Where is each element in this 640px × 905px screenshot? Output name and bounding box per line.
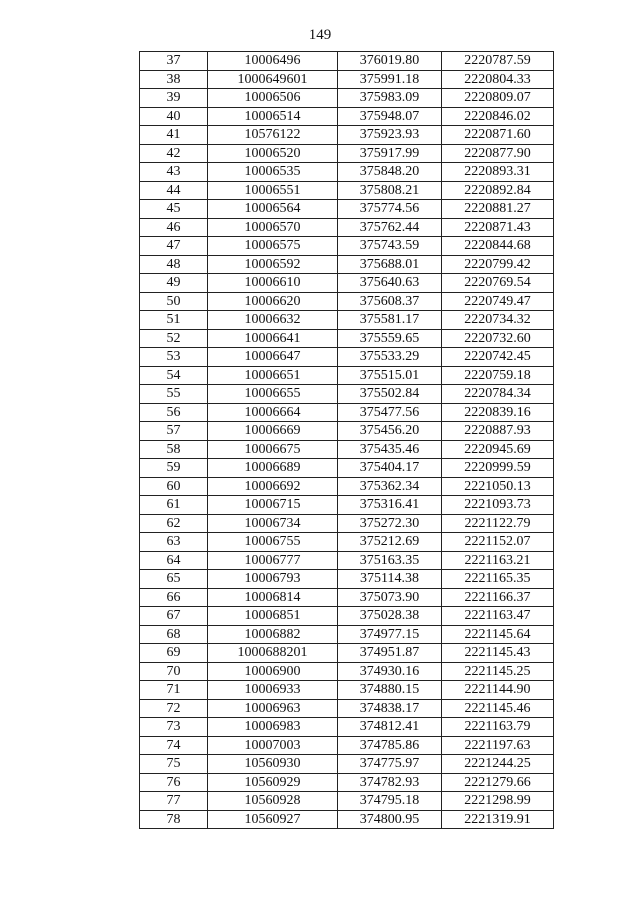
point-number-cell: 37 xyxy=(140,52,208,71)
x-coordinate-cell: 375435.46 xyxy=(338,440,442,459)
y-coordinate-cell: 2221197.63 xyxy=(442,736,554,755)
y-coordinate-cell: 2221152.07 xyxy=(442,533,554,552)
point-number-cell: 39 xyxy=(140,89,208,108)
x-coordinate-cell: 374782.93 xyxy=(338,773,442,792)
table-row xyxy=(140,699,554,718)
y-coordinate-cell: 2221298.99 xyxy=(442,792,554,811)
point-id-cell: 10006506 xyxy=(208,89,338,108)
y-coordinate-cell: 2221163.79 xyxy=(442,718,554,737)
point-number-cell: 56 xyxy=(140,403,208,422)
point-id-cell: 10006664 xyxy=(208,403,338,422)
x-coordinate-cell: 375608.37 xyxy=(338,292,442,311)
table-row xyxy=(140,311,554,330)
table-row xyxy=(140,755,554,774)
point-number-cell: 76 xyxy=(140,773,208,792)
page-number: 149 xyxy=(308,27,332,43)
point-number-cell: 64 xyxy=(140,551,208,570)
y-coordinate-cell: 2221145.64 xyxy=(442,625,554,644)
point-number-cell: 61 xyxy=(140,496,208,515)
point-number-cell: 58 xyxy=(140,440,208,459)
table-row xyxy=(140,329,554,348)
y-coordinate-cell: 2221319.91 xyxy=(442,810,554,829)
x-coordinate-cell: 375316.41 xyxy=(338,496,442,515)
point-id-cell: 10006882 xyxy=(208,625,338,644)
point-number-cell: 43 xyxy=(140,163,208,182)
point-id-cell: 10006669 xyxy=(208,422,338,441)
table-row xyxy=(140,200,554,219)
point-id-cell: 10006675 xyxy=(208,440,338,459)
y-coordinate-cell: 2220787.59 xyxy=(442,52,554,71)
y-coordinate-cell: 2221145.25 xyxy=(442,662,554,681)
point-id-cell: 10006793 xyxy=(208,570,338,589)
point-number-cell: 44 xyxy=(140,181,208,200)
point-id-cell: 10006655 xyxy=(208,385,338,404)
table-row xyxy=(140,422,554,441)
point-id-cell: 10006734 xyxy=(208,514,338,533)
point-id-cell: 10006851 xyxy=(208,607,338,626)
y-coordinate-cell: 2220734.32 xyxy=(442,311,554,330)
x-coordinate-cell: 374951.87 xyxy=(338,644,442,663)
x-coordinate-cell: 374838.17 xyxy=(338,699,442,718)
x-coordinate-cell: 375515.01 xyxy=(338,366,442,385)
table-row xyxy=(140,459,554,478)
table-row xyxy=(140,218,554,237)
point-number-cell: 77 xyxy=(140,792,208,811)
point-id-cell: 10560929 xyxy=(208,773,338,792)
table-row xyxy=(140,440,554,459)
table-row xyxy=(140,89,554,108)
x-coordinate-cell: 375272.30 xyxy=(338,514,442,533)
x-coordinate-cell: 375163.35 xyxy=(338,551,442,570)
point-number-cell: 63 xyxy=(140,533,208,552)
x-coordinate-cell: 375808.21 xyxy=(338,181,442,200)
x-coordinate-cell: 375581.17 xyxy=(338,311,442,330)
point-number-cell: 47 xyxy=(140,237,208,256)
x-coordinate-cell: 375456.20 xyxy=(338,422,442,441)
y-coordinate-cell: 2220871.60 xyxy=(442,126,554,145)
point-id-cell: 10006933 xyxy=(208,681,338,700)
table-row xyxy=(140,385,554,404)
y-coordinate-cell: 2220846.02 xyxy=(442,107,554,126)
table-row xyxy=(140,773,554,792)
x-coordinate-cell: 374812.41 xyxy=(338,718,442,737)
point-id-cell: 10006689 xyxy=(208,459,338,478)
table-row xyxy=(140,126,554,145)
point-id-cell: 10006641 xyxy=(208,329,338,348)
point-number-cell: 46 xyxy=(140,218,208,237)
x-coordinate-cell: 375923.93 xyxy=(338,126,442,145)
x-coordinate-cell: 375502.84 xyxy=(338,385,442,404)
table-row xyxy=(140,52,554,71)
x-coordinate-cell: 375983.09 xyxy=(338,89,442,108)
point-id-cell: 10006592 xyxy=(208,255,338,274)
table-row xyxy=(140,403,554,422)
table-row xyxy=(140,625,554,644)
point-number-cell: 67 xyxy=(140,607,208,626)
table-row xyxy=(140,477,554,496)
y-coordinate-cell: 2221144.90 xyxy=(442,681,554,700)
table-row xyxy=(140,551,554,570)
point-number-cell: 38 xyxy=(140,70,208,89)
x-coordinate-cell: 375114.38 xyxy=(338,570,442,589)
table-row xyxy=(140,514,554,533)
x-coordinate-cell: 375917.99 xyxy=(338,144,442,163)
table-row xyxy=(140,163,554,182)
x-coordinate-cell: 375028.38 xyxy=(338,607,442,626)
table-row xyxy=(140,736,554,755)
y-coordinate-cell: 2221145.46 xyxy=(442,699,554,718)
table-row xyxy=(140,662,554,681)
point-number-cell: 57 xyxy=(140,422,208,441)
y-coordinate-cell: 2221166.37 xyxy=(442,588,554,607)
x-coordinate-cell: 376019.80 xyxy=(338,52,442,71)
point-number-cell: 72 xyxy=(140,699,208,718)
table-row xyxy=(140,496,554,515)
y-coordinate-cell: 2220844.68 xyxy=(442,237,554,256)
point-id-cell: 10006610 xyxy=(208,274,338,293)
point-id-cell: 1000649601 xyxy=(208,70,338,89)
point-id-cell: 10006496 xyxy=(208,52,338,71)
y-coordinate-cell: 2220784.34 xyxy=(442,385,554,404)
point-id-cell: 10006620 xyxy=(208,292,338,311)
point-id-cell: 10006900 xyxy=(208,662,338,681)
point-number-cell: 45 xyxy=(140,200,208,219)
table-row xyxy=(140,681,554,700)
y-coordinate-cell: 2220759.18 xyxy=(442,366,554,385)
point-id-cell: 1000688201 xyxy=(208,644,338,663)
x-coordinate-cell: 374785.86 xyxy=(338,736,442,755)
table-row xyxy=(140,644,554,663)
point-id-cell: 10006715 xyxy=(208,496,338,515)
point-id-cell: 10560927 xyxy=(208,810,338,829)
point-number-cell: 66 xyxy=(140,588,208,607)
x-coordinate-cell: 374800.95 xyxy=(338,810,442,829)
point-number-cell: 50 xyxy=(140,292,208,311)
x-coordinate-cell: 375073.90 xyxy=(338,588,442,607)
table-row xyxy=(140,533,554,552)
y-coordinate-cell: 2221122.79 xyxy=(442,514,554,533)
table-body xyxy=(140,52,554,829)
point-number-cell: 70 xyxy=(140,662,208,681)
point-number-cell: 41 xyxy=(140,126,208,145)
table-row xyxy=(140,274,554,293)
point-id-cell: 10006651 xyxy=(208,366,338,385)
point-id-cell: 10006520 xyxy=(208,144,338,163)
y-coordinate-cell: 2220881.27 xyxy=(442,200,554,219)
x-coordinate-cell: 375559.65 xyxy=(338,329,442,348)
y-coordinate-cell: 2221163.21 xyxy=(442,551,554,570)
x-coordinate-cell: 375477.56 xyxy=(338,403,442,422)
y-coordinate-cell: 2221093.73 xyxy=(442,496,554,515)
x-coordinate-cell: 375362.34 xyxy=(338,477,442,496)
y-coordinate-cell: 2221163.47 xyxy=(442,607,554,626)
point-id-cell: 10006647 xyxy=(208,348,338,367)
point-number-cell: 52 xyxy=(140,329,208,348)
y-coordinate-cell: 2220769.54 xyxy=(442,274,554,293)
point-id-cell: 10006692 xyxy=(208,477,338,496)
y-coordinate-cell: 2220877.90 xyxy=(442,144,554,163)
point-number-cell: 62 xyxy=(140,514,208,533)
y-coordinate-cell: 2220804.33 xyxy=(442,70,554,89)
point-id-cell: 10006514 xyxy=(208,107,338,126)
point-number-cell: 65 xyxy=(140,570,208,589)
point-id-cell: 10006963 xyxy=(208,699,338,718)
point-id-cell: 10006551 xyxy=(208,181,338,200)
point-id-cell: 10007003 xyxy=(208,736,338,755)
point-id-cell: 10006777 xyxy=(208,551,338,570)
x-coordinate-cell: 374880.15 xyxy=(338,681,442,700)
y-coordinate-cell: 2220809.07 xyxy=(442,89,554,108)
table-row xyxy=(140,810,554,829)
x-coordinate-cell: 374795.18 xyxy=(338,792,442,811)
point-id-cell: 10576122 xyxy=(208,126,338,145)
point-number-cell: 49 xyxy=(140,274,208,293)
y-coordinate-cell: 2220742.45 xyxy=(442,348,554,367)
point-id-cell: 10006632 xyxy=(208,311,338,330)
coordinates-table xyxy=(139,51,554,829)
point-id-cell: 10560928 xyxy=(208,792,338,811)
y-coordinate-cell: 2220799.42 xyxy=(442,255,554,274)
table-row xyxy=(140,570,554,589)
point-number-cell: 74 xyxy=(140,736,208,755)
point-number-cell: 71 xyxy=(140,681,208,700)
y-coordinate-cell: 2221279.66 xyxy=(442,773,554,792)
y-coordinate-cell: 2220871.43 xyxy=(442,218,554,237)
x-coordinate-cell: 375948.07 xyxy=(338,107,442,126)
y-coordinate-cell: 2220887.93 xyxy=(442,422,554,441)
y-coordinate-cell: 2220945.69 xyxy=(442,440,554,459)
table-row xyxy=(140,237,554,256)
table-row xyxy=(140,607,554,626)
x-coordinate-cell: 375212.69 xyxy=(338,533,442,552)
point-number-cell: 42 xyxy=(140,144,208,163)
y-coordinate-cell: 2220999.59 xyxy=(442,459,554,478)
y-coordinate-cell: 2221165.35 xyxy=(442,570,554,589)
point-number-cell: 75 xyxy=(140,755,208,774)
point-id-cell: 10006983 xyxy=(208,718,338,737)
y-coordinate-cell: 2221050.13 xyxy=(442,477,554,496)
x-coordinate-cell: 374775.97 xyxy=(338,755,442,774)
y-coordinate-cell: 2220749.47 xyxy=(442,292,554,311)
point-id-cell: 10006814 xyxy=(208,588,338,607)
point-number-cell: 40 xyxy=(140,107,208,126)
point-id-cell: 10560930 xyxy=(208,755,338,774)
point-id-cell: 10006535 xyxy=(208,163,338,182)
table-row xyxy=(140,718,554,737)
point-id-cell: 10006575 xyxy=(208,237,338,256)
point-number-cell: 55 xyxy=(140,385,208,404)
y-coordinate-cell: 2221244.25 xyxy=(442,755,554,774)
table-row xyxy=(140,348,554,367)
table-row xyxy=(140,255,554,274)
y-coordinate-cell: 2220892.84 xyxy=(442,181,554,200)
point-number-cell: 54 xyxy=(140,366,208,385)
x-coordinate-cell: 375640.63 xyxy=(338,274,442,293)
x-coordinate-cell: 375848.20 xyxy=(338,163,442,182)
point-id-cell: 10006755 xyxy=(208,533,338,552)
x-coordinate-cell: 374930.16 xyxy=(338,662,442,681)
x-coordinate-cell: 375404.17 xyxy=(338,459,442,478)
table-row xyxy=(140,292,554,311)
x-coordinate-cell: 375533.29 xyxy=(338,348,442,367)
table-row xyxy=(140,181,554,200)
point-number-cell: 51 xyxy=(140,311,208,330)
x-coordinate-cell: 375991.18 xyxy=(338,70,442,89)
table-row xyxy=(140,144,554,163)
y-coordinate-cell: 2220893.31 xyxy=(442,163,554,182)
y-coordinate-cell: 2220839.16 xyxy=(442,403,554,422)
point-id-cell: 10006570 xyxy=(208,218,338,237)
point-number-cell: 59 xyxy=(140,459,208,478)
point-number-cell: 69 xyxy=(140,644,208,663)
table-row xyxy=(140,792,554,811)
table-row xyxy=(140,107,554,126)
point-id-cell: 10006564 xyxy=(208,200,338,219)
point-number-cell: 53 xyxy=(140,348,208,367)
x-coordinate-cell: 374977.15 xyxy=(338,625,442,644)
x-coordinate-cell: 375774.56 xyxy=(338,200,442,219)
table-row xyxy=(140,70,554,89)
table-row xyxy=(140,366,554,385)
x-coordinate-cell: 375743.59 xyxy=(338,237,442,256)
table-row xyxy=(140,588,554,607)
point-number-cell: 73 xyxy=(140,718,208,737)
point-number-cell: 60 xyxy=(140,477,208,496)
x-coordinate-cell: 375688.01 xyxy=(338,255,442,274)
x-coordinate-cell: 375762.44 xyxy=(338,218,442,237)
y-coordinate-cell: 2220732.60 xyxy=(442,329,554,348)
y-coordinate-cell: 2221145.43 xyxy=(442,644,554,663)
point-number-cell: 68 xyxy=(140,625,208,644)
point-number-cell: 78 xyxy=(140,810,208,829)
point-number-cell: 48 xyxy=(140,255,208,274)
